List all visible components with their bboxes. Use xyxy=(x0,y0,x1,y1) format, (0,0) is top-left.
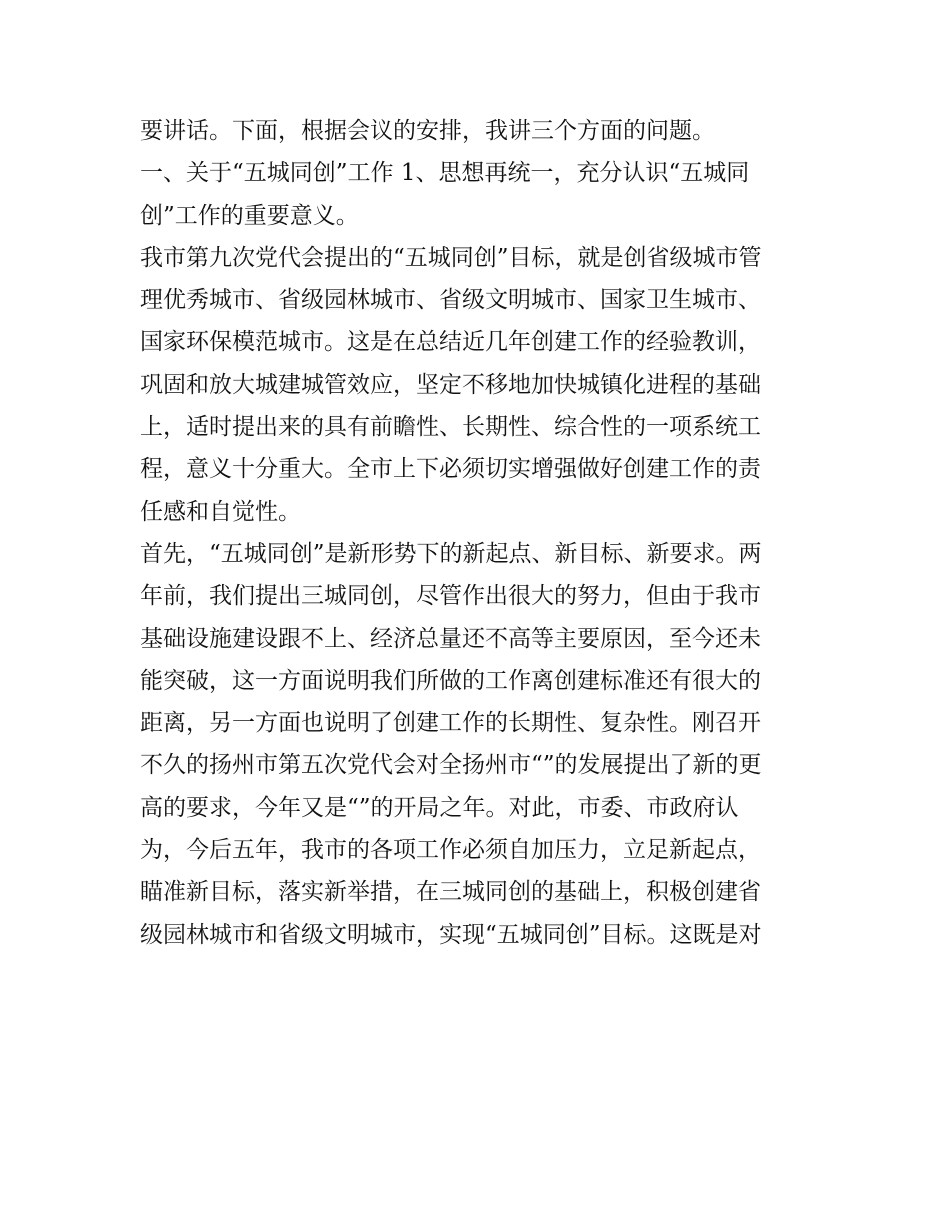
text-line: 年前，我们提出三城同创，尽管作出很大的努力，但由于我市 xyxy=(140,583,761,610)
text-line: 巩固和放大城建城管效应，坚定不移地加快城镇化进程的基础 xyxy=(140,371,761,398)
text-line: 级园林城市和省级文明城市，实现“五城同创”目标。这既是对 xyxy=(140,921,762,948)
text-line: 理优秀城市、省级园林城市、省级文明城市、国家卫生城市、 xyxy=(140,287,761,314)
text-line: 距离，另一方面也说明了创建工作的长期性、复杂性。刚召开 xyxy=(140,710,761,737)
text-line: 瞄准新目标，落实新举措，在三城同创的基础上，积极创建省 xyxy=(140,879,761,906)
text-line: 要讲话。下面，根据会议的安排，我讲三个方面的问题。 xyxy=(140,118,715,144)
text-line: 任感和自觉性。 xyxy=(140,498,301,525)
text-line: 为，今后五年，我市的各项工作必须自加压力，立足新起点， xyxy=(140,837,761,864)
text-line: 高的要求，今年又是“”的开局之年。对此，市委、市政府认 xyxy=(140,794,739,821)
text-line: 上，适时提出来的具有前瞻性、长期性、综合性的一项系统工 xyxy=(140,414,761,441)
text-line: 基础设施建设跟不上、经济总量还不高等主要原因，至今还未 xyxy=(140,625,761,652)
text-line: 能突破，这一方面说明我们所做的工作离创建标准还有很大的 xyxy=(140,667,761,694)
text-line: 不久的扬州市第五次党代会对全扬州市“”的发展提出了新的更 xyxy=(140,752,762,779)
text-line: 创”工作的重要意义。 xyxy=(140,202,359,229)
text-line: 一、关于“五城同创”工作 1、思想再统一，充分认识“五城同 xyxy=(140,160,750,187)
text-line: 我市第九次党代会提出的“五城同创”目标，就是创省级城市管 xyxy=(140,244,762,271)
text-line: 程，意义十分重大。全市上下必须切实增强做好创建工作的责 xyxy=(140,456,761,483)
document-body xyxy=(140,110,815,956)
text-line: 国家环保模范城市。这是在总结近几年创建工作的经验教训， xyxy=(140,329,761,356)
text-line: 首先，“五城同创”是新形势下的新起点、新目标、新要求。两 xyxy=(140,540,762,567)
